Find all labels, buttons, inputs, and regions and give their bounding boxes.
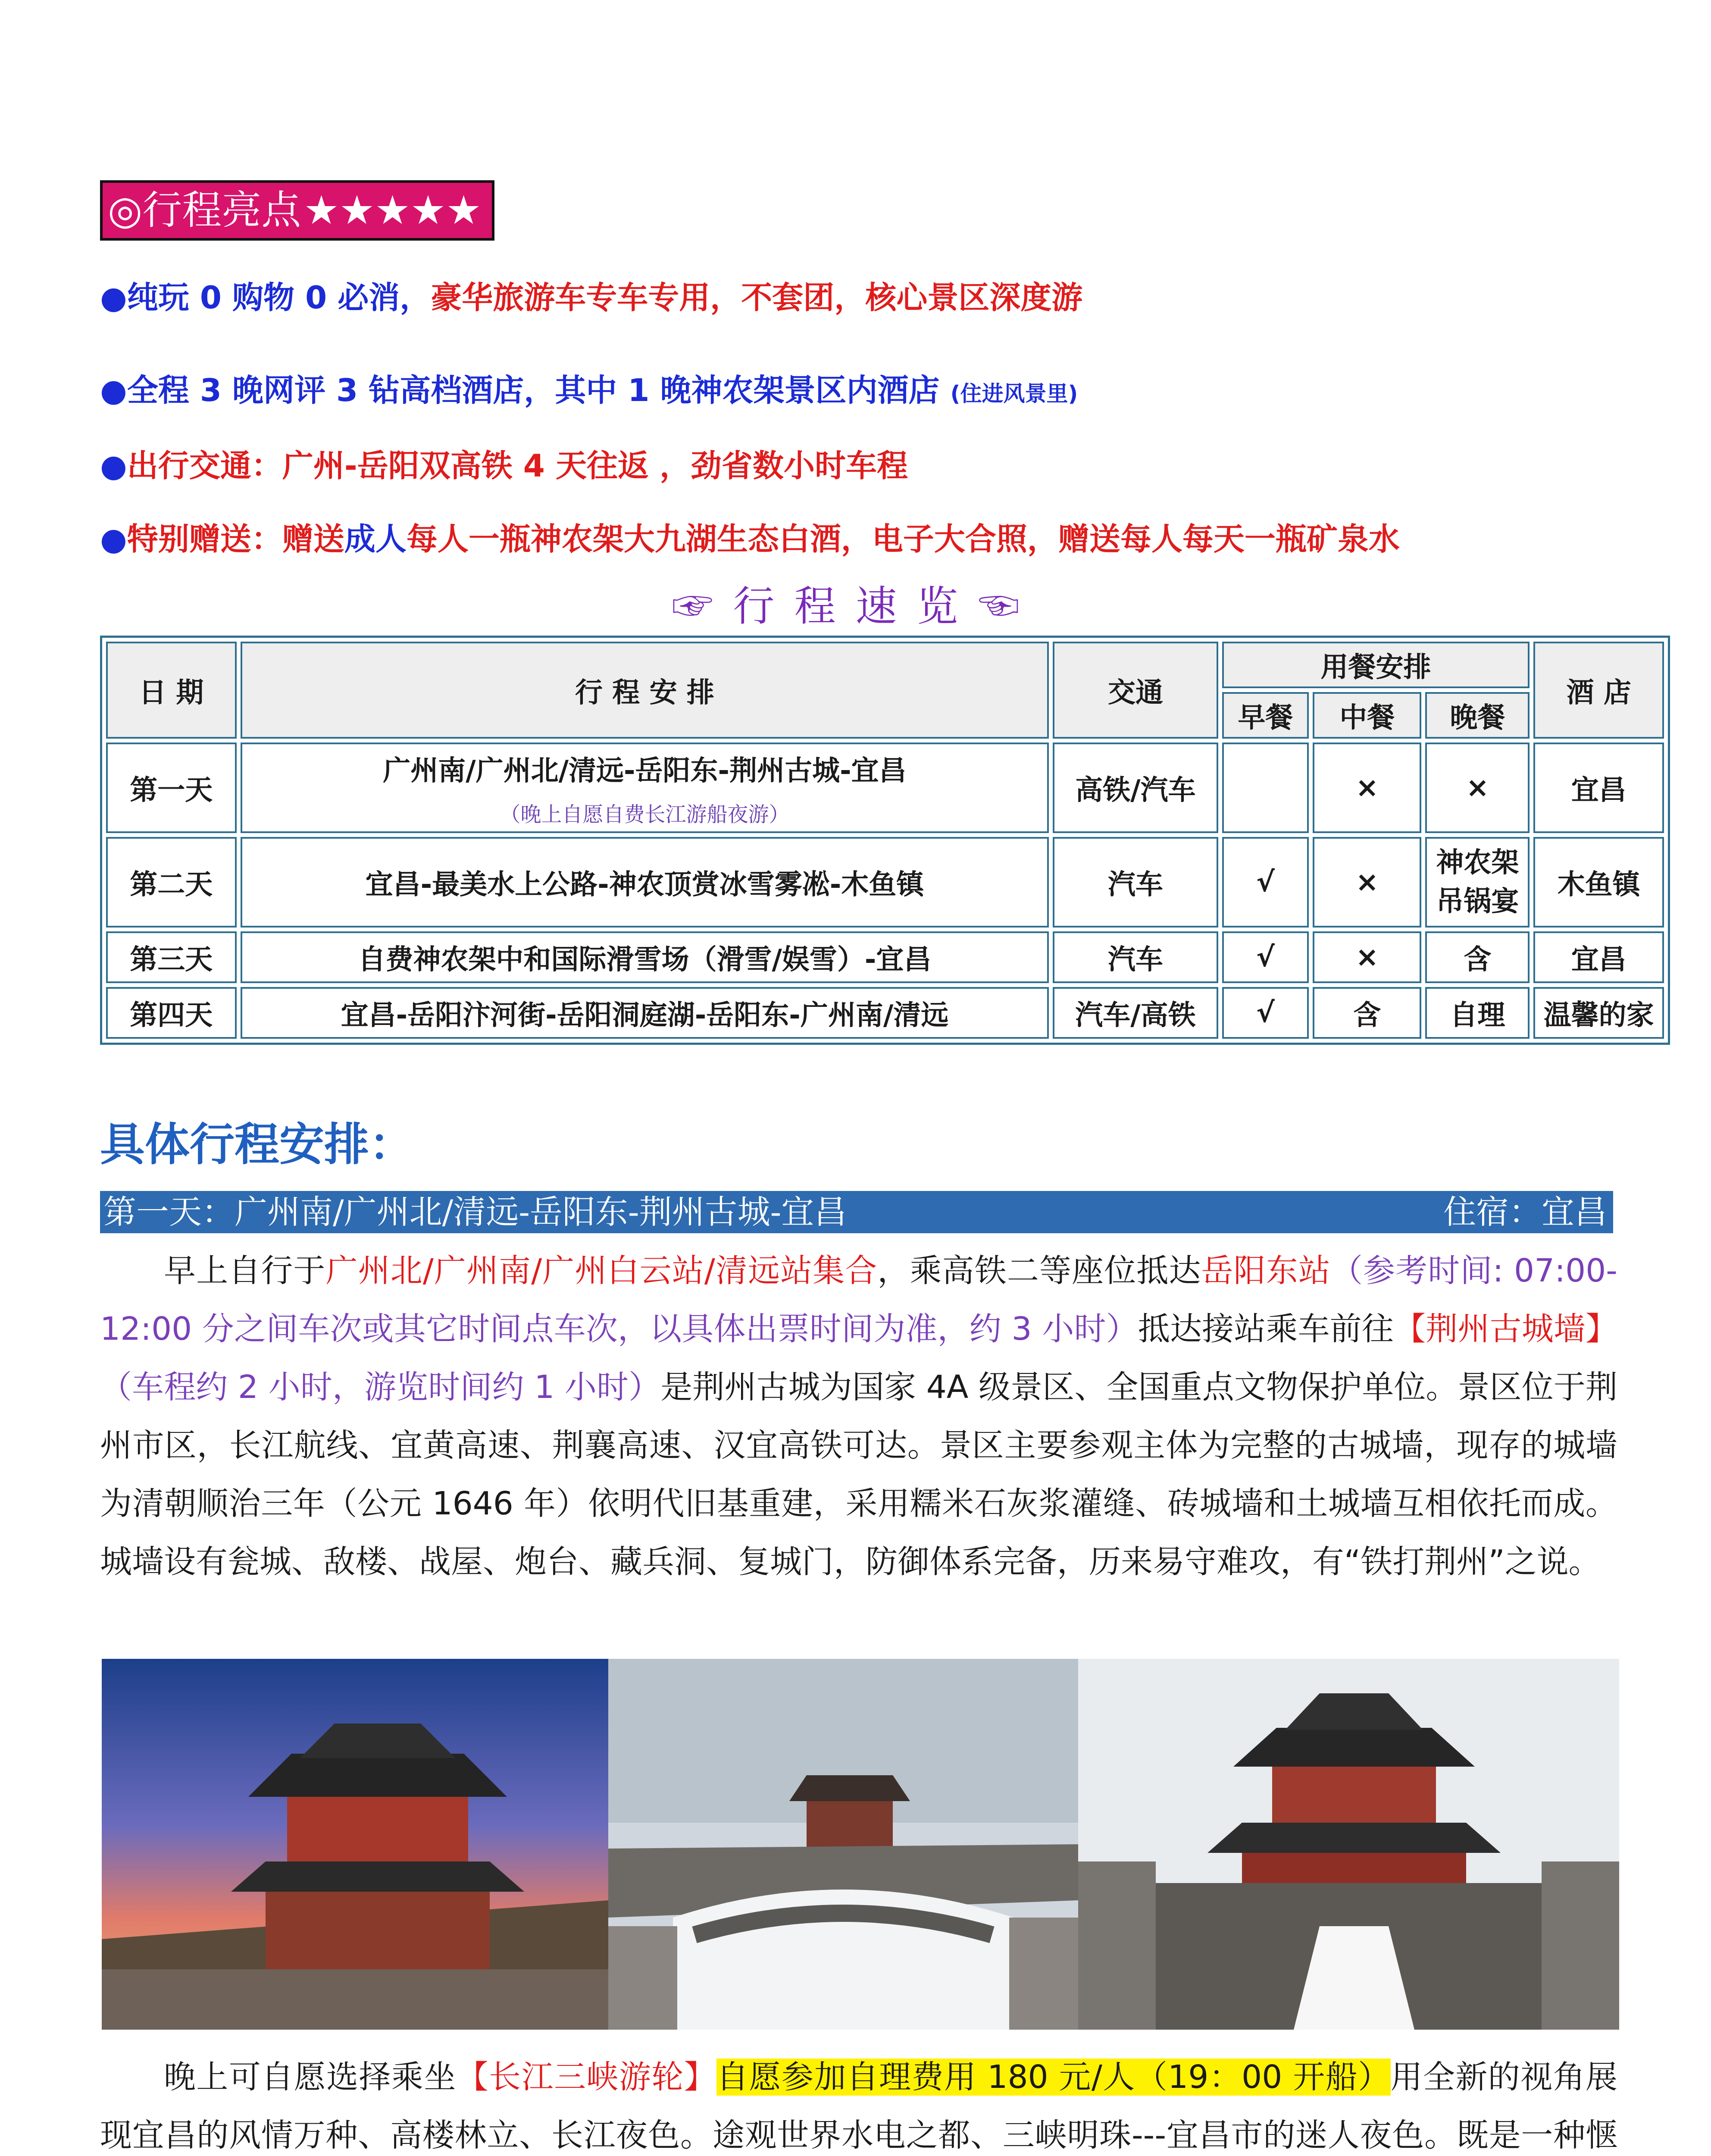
text-run: 是荆州古城为国家 4A 级景区、全国重点文物保护单位。景区位于荆州市区，长江航线、宜黄高速、荆襄高速、汉宜高铁可达。景区主要参观主体为完整的古城墙，现存的城墙为清朝顺治三年（公元 1646 年）依明代旧基重建，采用糯米石灰浆灌缝、砖城墙和土城墙互相依托而成。城墙设有瓮城、敌楼、战屋、炮台、藏兵洞、复城门，防御体系完备，历来易守难攻，有“铁打荆州”之说。 xyxy=(100,1369,1617,1580)
itinerary-table xyxy=(100,636,1670,1045)
row-breakfast: √ xyxy=(1222,931,1309,983)
route-note: （晚上自愿自费长江游船夜游） xyxy=(500,802,790,827)
highlights-title xyxy=(100,180,494,241)
overview-title: ☞行程速览☜ xyxy=(672,582,1039,630)
highlight-3-red: 出行交通：广州-岳阳双高铁 4 天往返 ，劲省数小时车程 xyxy=(127,448,908,484)
bullet-icon: ● xyxy=(100,372,127,408)
bullet-icon: ● xyxy=(100,279,127,316)
highlight-item-1 xyxy=(100,276,1082,319)
text-run: 晚上可自愿选择乘坐 xyxy=(164,2059,457,2096)
row-day: 第四天 xyxy=(106,987,237,1039)
row-route: 宜昌-最美水上公路-神农顶赏冰雪雾凇-木鱼镇 xyxy=(241,837,1049,928)
header-meals: 用餐安排 xyxy=(1222,642,1530,688)
text-run: ，乘高铁二等座位抵达 xyxy=(877,1252,1201,1289)
highlight-4-blue: 成人 xyxy=(344,521,407,557)
text-run-fee: 自愿参加自理费用 180 元/人（19：00 开船） xyxy=(716,2059,1391,2096)
text-run-highlight: 广州北/广州南/广州白云站/清远站集合 xyxy=(325,1252,878,1289)
day1-header-bar xyxy=(100,1191,1613,1233)
text-run: 用全新的视角展现宜昌的风情万种、高楼林立、长江夜色。途观世界水电之都、三峡明珠---宜昌市的迷人夜色。既是一种惬 xyxy=(100,2059,1618,2154)
header-date: 日 期 xyxy=(106,642,237,739)
row-dinner: 自理 xyxy=(1425,987,1530,1039)
table-row xyxy=(106,987,1664,1039)
row-route: 自费神农架中和国际滑雪场（滑雪/娱雪）-宜昌 xyxy=(241,931,1049,983)
header-itinerary: 行 程 安 排 xyxy=(241,642,1049,739)
row-dinner: × xyxy=(1425,743,1530,833)
highlight-2-note: (住进风景里) xyxy=(950,381,1078,406)
text-run: 早上自行于 xyxy=(164,1252,326,1289)
highlight-item-4 xyxy=(100,517,1400,561)
row-breakfast: √ xyxy=(1222,837,1309,928)
text-run-highlight: 【长江三峡游轮】 xyxy=(456,2059,717,2096)
row-lunch: × xyxy=(1313,743,1421,833)
row-breakfast xyxy=(1222,743,1309,833)
row-transport: 汽车 xyxy=(1053,931,1218,983)
day1-paragraph-1 xyxy=(100,1242,1617,1591)
row-route: 宜昌-岳阳汴河街-岳阳洞庭湖-岳阳东-广州南/清远 xyxy=(241,987,1049,1039)
table-row xyxy=(106,931,1664,983)
row-day: 第三天 xyxy=(106,931,237,983)
row-transport: 高铁/汽车 xyxy=(1053,743,1218,833)
row-hotel: 宜昌 xyxy=(1533,931,1664,983)
row-lunch: × xyxy=(1313,931,1421,983)
header-hotel: 酒 店 xyxy=(1533,642,1664,739)
row-dinner: 神农架 吊锅宴 xyxy=(1425,837,1530,928)
day1-paragraph-2 xyxy=(100,2048,1617,2156)
row-dinner: 含 xyxy=(1425,931,1530,983)
bullet-icon: ● xyxy=(100,448,127,484)
text-run-highlight: 岳阳东站 xyxy=(1201,1252,1331,1289)
row-day: 第一天 xyxy=(106,743,237,833)
row-hotel: 温馨的家 xyxy=(1533,987,1664,1039)
route-text: 广州南/广州北/清远-岳阳东-荆州古城-宜昌 xyxy=(383,755,907,787)
table-row xyxy=(106,837,1664,928)
photo-gate-tower-sunset xyxy=(102,1659,608,2030)
header-transport: 交通 xyxy=(1053,642,1218,739)
highlight-item-3 xyxy=(100,444,908,487)
photo-strip xyxy=(102,1659,1619,2030)
text-run: 抵达接站乘车前往 xyxy=(1138,1310,1394,1348)
highlight-1-blue: 纯玩 0 购物 0 必消， xyxy=(127,279,431,316)
text-run-note: （车程约 2 小时，游览时间约 1 小时） xyxy=(100,1369,661,1406)
text-run-note: （参考时间: 07:00-12:00 分之间车次或其它时间点车次，以具体出票时间为准，约 3 小时） xyxy=(100,1252,1618,1348)
row-transport: 汽车/高铁 xyxy=(1053,987,1218,1039)
highlight-4-red-a: 特别赠送：赠送 xyxy=(127,521,344,557)
header-lunch: 中餐 xyxy=(1313,692,1421,739)
table-row xyxy=(106,743,1664,833)
day1-route: 第一天：广州南/广州北/清远-岳阳东-荆州古城-宜昌 xyxy=(103,1193,847,1231)
highlight-2-blue: 全程 3 晚网评 3 钻高档酒店，其中 1 晚神农架景区内酒店 xyxy=(127,372,940,408)
row-lunch: 含 xyxy=(1313,987,1421,1039)
rating-stars: ★★★★★ xyxy=(303,187,482,233)
text-run-highlight: 【荆州古城墙】 xyxy=(1394,1310,1618,1348)
highlight-4-red-b: 每人一瓶神农架大九湖生态白酒，电子大合照，赠送每人每天一瓶矿泉水 xyxy=(406,521,1400,557)
day1-stay: 住宿：宜昌 xyxy=(1443,1193,1607,1231)
highlight-item-2 xyxy=(100,369,1078,415)
highlights-title-text: ◎行程亮点 xyxy=(108,187,301,233)
row-lunch: × xyxy=(1313,837,1421,928)
row-breakfast: √ xyxy=(1222,987,1309,1039)
row-route xyxy=(241,743,1049,833)
header-dinner: 晚餐 xyxy=(1425,692,1530,739)
row-hotel: 木鱼镇 xyxy=(1533,837,1664,928)
row-transport: 汽车 xyxy=(1053,837,1218,928)
photo-snow-gate-tower xyxy=(1078,1659,1619,2030)
row-hotel: 宜昌 xyxy=(1533,743,1664,833)
header-breakfast: 早餐 xyxy=(1222,692,1309,739)
row-day: 第二天 xyxy=(106,837,237,928)
detail-section-title: 具体行程安排： xyxy=(100,1118,414,1171)
highlight-1-red: 豪华旅游车专车专用，不套团，核心景区深度游 xyxy=(431,279,1083,316)
photo-snowy-city-wall xyxy=(608,1659,1078,2030)
bullet-icon: ● xyxy=(100,521,127,557)
